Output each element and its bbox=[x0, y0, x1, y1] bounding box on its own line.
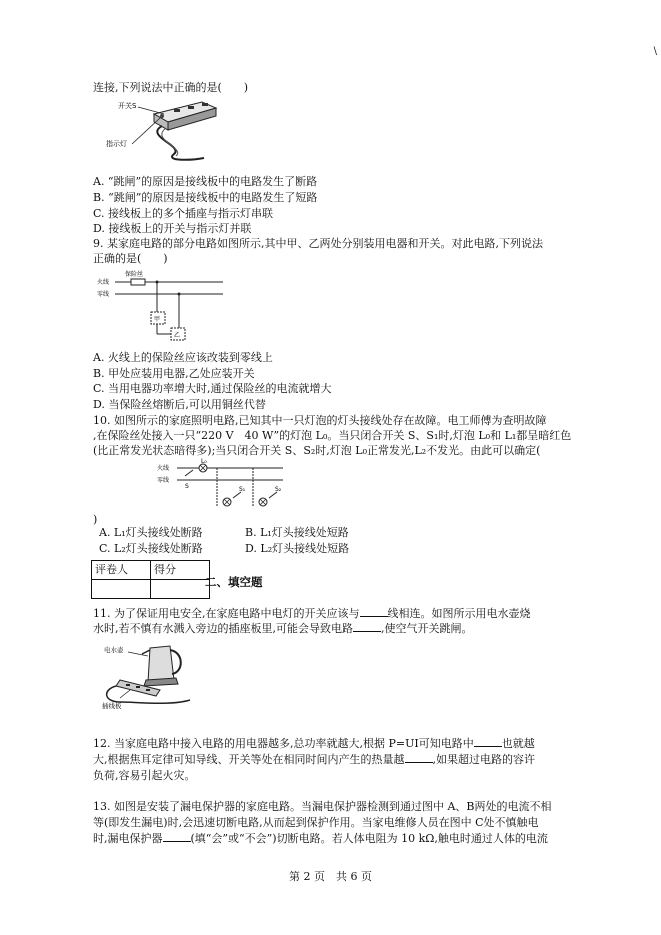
q10-stem-line-4: ) bbox=[93, 513, 98, 526]
fuse-label: 保险丝 bbox=[125, 271, 144, 278]
strip-label: 插线板 bbox=[102, 702, 122, 710]
q12-line-3: 负荷,容易引起火灾。 bbox=[93, 769, 196, 782]
kettle-label: 电水壶 bbox=[104, 646, 124, 654]
live-wire-label: 火线 bbox=[97, 279, 110, 286]
q10-stem-line-3: (比正常发光状态暗得多);当只闭合开关 S、S₂时,灯泡 L₀正常发光,L₂不发光。由此可以确定( bbox=[93, 444, 541, 457]
section-title: 二、填空题 bbox=[205, 575, 263, 589]
q8-option-b: B. “跳闸”的原因是接线板中的电路发生了短路 bbox=[93, 191, 318, 204]
q10-stem-line-2: ,在保险丝处接入一只“220 V 40 W”的灯泡 L₀。当只闭合开关 S、S₁时,灯泡 L₀和 L₁都呈暗红色 bbox=[93, 429, 572, 442]
q9-circuit-diagram bbox=[95, 268, 225, 350]
q9-stem-line-1: 9. 某家庭电路的部分电路如图所示,其中甲、乙两处分别装用电器和开关。对此电路,下列说法 bbox=[93, 237, 543, 250]
q9-option-b: B. 甲处应装用电器,乙处应装开关 bbox=[93, 367, 255, 380]
yi-label: 乙 bbox=[174, 332, 181, 339]
switch-label: 开关S bbox=[118, 102, 137, 110]
fuse-icon bbox=[131, 279, 145, 285]
q11-kettle-figure bbox=[100, 640, 195, 714]
q10-option-b: B. L₁灯头接线处短路 bbox=[245, 526, 349, 539]
q10-option-d: D. L₂灯头接线处短路 bbox=[245, 542, 350, 555]
q11-line-1: 11. 为了保证用电安全,在家庭电路中电灯的开关应该与 线相连。如图所示用电水壶烧 bbox=[93, 607, 531, 620]
grader-cell bbox=[92, 580, 151, 599]
q13-line-2: 等(即发生漏电)时,会迅速切断电路,从而起到保护作用。当家电维修人员在图中 C处不慎触电 bbox=[93, 816, 539, 829]
q12-blank-2 bbox=[405, 752, 433, 763]
q10-circuit-diagram bbox=[155, 458, 285, 518]
q9-stem-line-2: 正确的是( ) bbox=[93, 252, 168, 265]
live-wire-label: 火线 bbox=[157, 465, 170, 472]
q13-line-3: 时,漏电保护器 (填“会”或“不会”)切断电路。若人体电阻为 10 kΩ,触电时通过人体的电流 bbox=[93, 832, 548, 845]
q11-line-2: 水时,若不慎有水溅入旁边的插座板里,可能会导致电路 ,使空气开关跳闸。 bbox=[93, 622, 473, 635]
jia-label: 甲 bbox=[154, 316, 161, 323]
corner-mark: \ bbox=[653, 46, 657, 57]
neutral-wire-label: 零线 bbox=[97, 291, 110, 298]
q12-line-1: 12. 当家庭电路中接入电路的用电器越多,总功率就越大,根据 P=UI可知电路中 也就越 bbox=[93, 737, 535, 750]
q13-line-1: 13. 如图是安装了漏电保护器的家庭电路。当漏电保护器检测到通过图中 A、B两处的电流不相 bbox=[93, 800, 552, 813]
s-label: S bbox=[185, 483, 189, 490]
q13-blank-1 bbox=[163, 831, 191, 842]
s1-label: S₁ bbox=[239, 486, 246, 493]
q8-power-strip-figure bbox=[104, 96, 224, 170]
grader-header: 评卷人 bbox=[92, 561, 151, 580]
score-table bbox=[91, 560, 210, 599]
q10-option-c: C. L₂灯头接线处断路 bbox=[99, 542, 203, 555]
power-strip-icon bbox=[154, 102, 216, 160]
q8-stem: 连接,下列说法中正确的是( ) bbox=[93, 81, 249, 94]
switch-s-icon bbox=[185, 470, 193, 476]
q8-option-a: A. “跳闸”的原因是接线板中的电路发生了断路 bbox=[93, 175, 318, 188]
q11-blank-1 bbox=[360, 606, 388, 617]
q8-option-d: D. 接线板上的开关与指示灯并联 bbox=[93, 222, 252, 235]
indicator-label: 指示灯 bbox=[106, 140, 127, 148]
score-header: 得分 bbox=[151, 561, 210, 580]
q10-option-a: A. L₁灯头接线处断路 bbox=[99, 526, 203, 539]
score-cell bbox=[151, 580, 210, 599]
l0-label: L₀ bbox=[201, 458, 207, 465]
q9-option-c: C. 当用电器功率增大时,通过保险丝的电流就增大 bbox=[93, 382, 332, 395]
q10-stem-line-1: 10. 如图所示的家庭照明电路,已知其中一只灯泡的灯头接线处存在故障。电工师傅为查明故障 bbox=[93, 414, 547, 427]
s2-label: S₂ bbox=[275, 486, 282, 493]
q9-option-d: D. 当保险丝熔断后,可以用铜丝代替 bbox=[93, 398, 266, 411]
q12-blank-1 bbox=[474, 736, 502, 747]
q12-line-2: 大,根据焦耳定律可知导线、开关等处在相同时间内产生的热量越 ,如果超过电路的容许 bbox=[93, 753, 535, 766]
neutral-wire-label: 零线 bbox=[157, 477, 170, 484]
electric-kettle-icon bbox=[142, 646, 181, 686]
q11-blank-2 bbox=[353, 621, 381, 632]
q8-option-c: C. 接线板上的多个插座与指示灯串联 bbox=[93, 207, 274, 220]
q9-option-a: A. 火线上的保险丝应该改装到零线上 bbox=[93, 351, 273, 364]
page-footer: 第 2 页 共 6 页 bbox=[289, 870, 372, 883]
